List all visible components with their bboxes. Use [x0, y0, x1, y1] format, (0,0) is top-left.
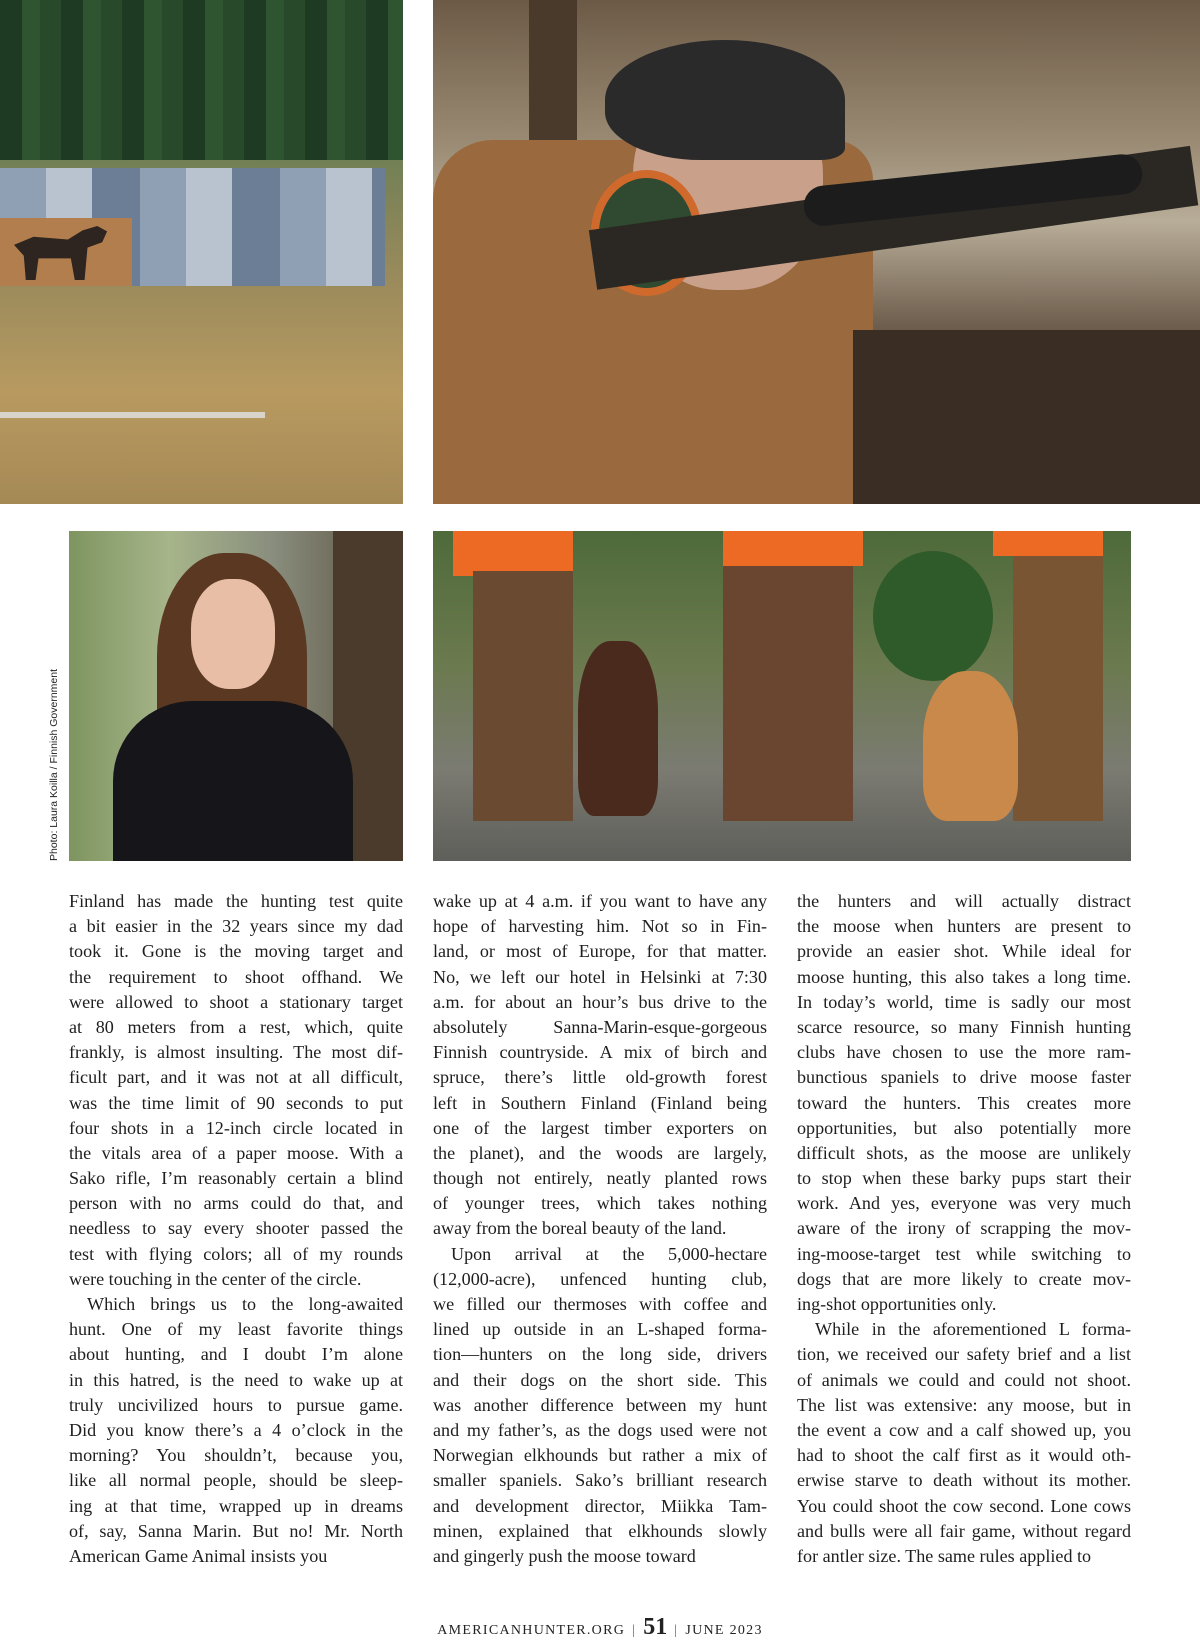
dark-spaniel	[578, 641, 658, 816]
text-line: person with no arms could do that, and	[69, 1193, 403, 1214]
text-line: difficult shots, as the moose are unlikely	[797, 1142, 1131, 1163]
shooting-bench	[853, 330, 1200, 504]
forest-background	[0, 0, 403, 160]
text-line: of animals we could and could not shoot.	[797, 1369, 1131, 1390]
text-line: were touching in the center of the circle.	[69, 1268, 362, 1289]
text-line: toward the hunters. This creates more	[797, 1092, 1131, 1113]
text-line: we filled our thermoses with coffee and	[433, 1294, 767, 1314]
portrait-photo	[69, 531, 403, 861]
text-line: hunt. One of my least favorite things	[69, 1319, 403, 1340]
hunters-with-dogs-photo	[433, 531, 1131, 861]
text-line: moose hunting, this also takes a long time.	[797, 966, 1131, 987]
text-line: ing at that time, wrapped up in dreams	[69, 1495, 403, 1516]
text-line: morning? You shouldn’t, because you,	[69, 1445, 403, 1466]
text-line: like all normal people, should be sleep-	[69, 1470, 403, 1491]
page-number: 51	[643, 1614, 668, 1640]
text-line: dogs that are more likely to create mov-	[797, 1268, 1131, 1289]
text-line: one of the largest timber exporters on	[433, 1117, 767, 1138]
text-line: was the time limit of 90 seconds to put	[69, 1092, 403, 1113]
footer-site: AMERICANHUNTER.ORG	[437, 1623, 626, 1638]
text-line: work. And yes, everyone was very much	[797, 1193, 1131, 1214]
text-line: left in Southern Finland (Finland being	[433, 1092, 767, 1113]
shooter-cap	[605, 40, 845, 160]
text-line: and bulls were all fair game, without regard	[797, 1520, 1131, 1541]
text-line: the requirement to shoot offhand. We	[69, 966, 403, 987]
text-line: Norwegian elkhounds but rather a mix of	[433, 1445, 767, 1466]
article-column-3	[797, 889, 1131, 1569]
text-line: the planet), and the woods are largely,	[433, 1142, 767, 1163]
text-line: Finland has made the hunting test quite	[69, 891, 403, 911]
text-line: the vitals area of a paper moose. With a	[69, 1142, 403, 1163]
text-line: a bit easier in the 32 years since my dad	[69, 916, 403, 937]
text-line: needless to say every shooter passed the	[69, 1218, 403, 1239]
footer-date: JUNE 2023	[685, 1623, 763, 1638]
text-line: the moose when hunters are present to	[797, 916, 1131, 937]
text-line: lined up outside in an L-shaped forma-	[433, 1319, 767, 1340]
text-line: was another difference between my hunt	[433, 1394, 767, 1415]
text-line: No, we left our hotel in Helsinki at 7:30	[433, 966, 767, 987]
text-line: ing-moose-target test while switching to	[797, 1243, 1131, 1264]
text-line: bunctious spaniels to drive moose faster	[797, 1067, 1131, 1088]
text-line: land, or most of Europe, for that matter.	[433, 941, 767, 962]
text-line: provide an easier shot. While ideal for	[797, 941, 1131, 962]
text-line: Did you know there’s a 4 o’clock in the	[69, 1419, 403, 1440]
golden-spaniel	[923, 671, 1018, 821]
text-line: and their dogs on the short side. This	[433, 1369, 767, 1390]
text-line: of, say, Sanna Marin. But no! Mr. North	[69, 1520, 403, 1541]
text-line: ing-shot opportunities only.	[797, 1294, 997, 1314]
text-line: at 80 meters from a rest, which, quite	[69, 1016, 403, 1037]
footer-separator: |	[674, 1623, 679, 1638]
text-line: took it. Gone is the moving target and	[69, 941, 403, 962]
footer-separator: |	[632, 1623, 637, 1638]
text-line: the event a cow and a calf showed up, you	[797, 1419, 1131, 1440]
text-line: away from the boreal beauty of the land.	[433, 1218, 727, 1239]
text-line: and my father’s, as the dogs used were not	[433, 1419, 767, 1440]
text-line: erwise starve to death without its mother.	[797, 1470, 1131, 1491]
shelter-post	[529, 0, 577, 150]
portrait-face	[191, 579, 275, 689]
text-line: smaller spaniels. Sako’s brilliant research	[433, 1470, 767, 1491]
text-line: minen, explained that elkhounds slowly	[433, 1520, 767, 1541]
text-line: truly uncivilized hours to pursue game.	[69, 1394, 403, 1415]
text-line: In today’s world, time is sadly our most	[797, 991, 1131, 1012]
text-line: scarce resource, so many Finnish hunting	[797, 1016, 1131, 1037]
text-line: Finnish countryside. A mix of birch and	[433, 1042, 767, 1063]
article-column-2	[433, 889, 767, 1569]
article-column-1	[69, 889, 403, 1569]
text-line: aware of the irony of scrapping the mov-	[797, 1218, 1131, 1239]
range-rail	[0, 412, 265, 418]
text-line: clubs have chosen to use the more ram-	[797, 1042, 1131, 1063]
text-line: were allowed to shoot a stationary target	[69, 991, 403, 1012]
text-line: for antler size. The same rules applied to	[797, 1545, 1092, 1566]
text-line: in this hatred, is the need to wake up at	[69, 1369, 403, 1390]
text-line: hope of harvesting him. Not so in Fin-	[433, 916, 767, 937]
text-line: about hunting, and I doubt I’m alone	[69, 1344, 403, 1365]
text-line: tion—hunters on the long side, drivers	[433, 1344, 767, 1365]
text-line: a.m. for about an hour’s bus drive to the	[433, 991, 767, 1012]
text-line: tion, we received our safety brief and a list	[797, 1344, 1131, 1365]
orange-vest	[723, 531, 863, 566]
orange-vest	[453, 531, 573, 576]
text-line: the hunters and will actually distract	[797, 891, 1131, 911]
text-line: Which brings us to the long-awaited	[87, 1294, 403, 1314]
text-line: to stop when these barky pups start their	[797, 1168, 1131, 1189]
text-line: though not entirely, neatly planted rows	[433, 1168, 767, 1189]
text-line: and gingerly push the moose toward	[433, 1545, 696, 1566]
text-line: The list was extensive: any moose, but in	[797, 1394, 1131, 1415]
hunter-legs	[723, 566, 853, 821]
text-line: Upon arrival at the 5,000-hectare	[451, 1243, 767, 1264]
hunter-legs	[1013, 556, 1103, 821]
page-footer	[0, 1614, 1200, 1641]
text-line: wake up at 4 a.m. if you want to have any	[433, 891, 767, 911]
orange-vest	[993, 531, 1103, 556]
shrub	[873, 551, 993, 681]
text-line: ficult part, and it was not at all difficult,	[69, 1067, 403, 1088]
text-line: opportunities, but also potentially more	[797, 1117, 1131, 1138]
text-line: had to shoot the calf first as it would oth-	[797, 1445, 1131, 1466]
text-line: frankly, is almost insulting. The most dif-	[69, 1042, 403, 1063]
text-line: test with flying colors; all of my rounds	[69, 1243, 403, 1264]
text-line: (12,000-acre), unfenced hunting club,	[433, 1268, 767, 1289]
text-line: While in the aforementioned L forma-	[815, 1319, 1131, 1340]
text-line: American Game Animal insists you	[69, 1545, 328, 1566]
text-line: You could shoot the cow second. Lone cows	[797, 1495, 1131, 1516]
moose-target-range-photo	[0, 0, 403, 504]
portrait-blazer	[113, 701, 353, 861]
text-line: spruce, there’s little old-growth forest	[433, 1067, 767, 1088]
text-line: absolutely Sanna-Marin-esque-gorgeous	[433, 1016, 767, 1037]
shooter-with-rifle-photo	[433, 0, 1200, 504]
hunter-legs	[473, 571, 573, 821]
text-line: Sako rifle, I’m reasonably certain a blind	[69, 1168, 403, 1189]
text-line: of younger trees, which takes nothing	[433, 1193, 767, 1214]
text-line: and development director, Miikka Tam-	[433, 1495, 767, 1516]
text-line: four shots in a 12-inch circle located in	[69, 1117, 403, 1138]
photo-credit: Photo: Laura Koilla / Finnish Government	[48, 668, 60, 861]
